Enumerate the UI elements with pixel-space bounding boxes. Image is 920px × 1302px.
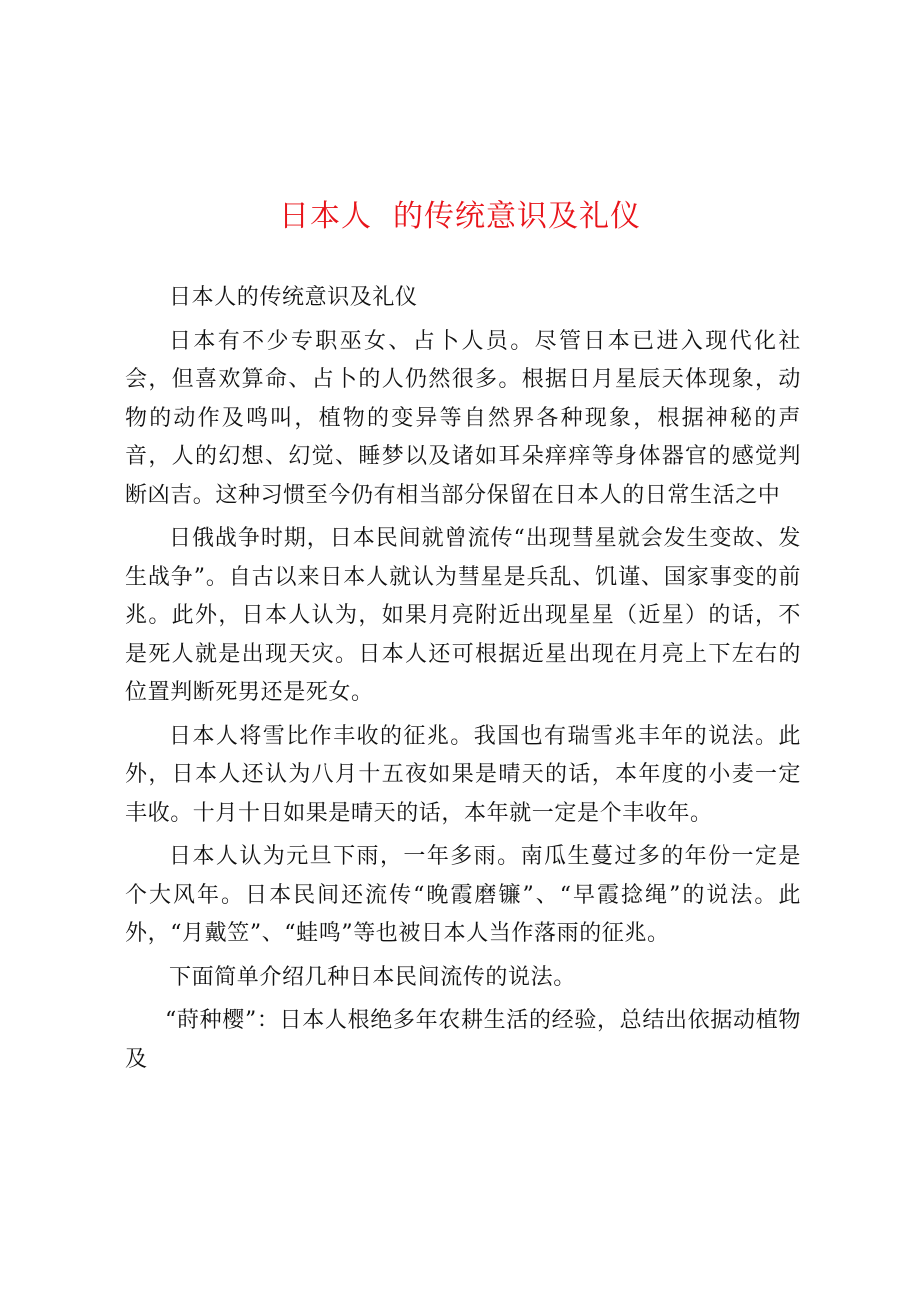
document-body xyxy=(125,279,801,1084)
paragraph-subtitle: 日本人的传统意识及礼仪 xyxy=(169,285,418,310)
paragraph-comet: 日俄战争时期，日本民间就曾流传“出现彗星就会发生变故、发生战争”。自古以来日本人就认为彗星是兵乱、饥谨、国家事变的前兆。此外，日本人认为，如果月亮附近出现星星（近星）的话，不是死人就是出现天灾。日本人还可根据近星出现在月亮上下左右的位置判断死男还是死女。 xyxy=(125,526,801,705)
paragraph-sowing-cherry: “莳种樱”：日本人根绝多年农耕生活的经验，总结出依据动植物及 xyxy=(125,1008,801,1072)
paragraph-rain-omens: 日本人认为元旦下雨，一年多雨。南瓜生蔓过多的年份一定是个大风年。日本民间还流传“晚霞磨镰”、“早霞捻绳”的说法。此外，“月戴笠”、“蛙鸣”等也被日本人当作落雨的征兆。 xyxy=(125,844,801,946)
paragraph-snow-harvest: 日本人将雪比作丰收的征兆。我国也有瑞雪兆丰年的说法。此外，日本人还认为八月十五夜如果是晴天的话，本年度的小麦一定丰收。十月十日如果是晴天的话，本年就一定是个丰收年。 xyxy=(125,723,801,826)
paragraph-divination: 日本有不少专职巫女、占卜人员。尽管日本已进入现代化社会，但喜欢算命、占卜的人仍然很多。根据日月星辰天体现象，动物的动作及鸣叫，植物的变异等自然界各种现象，根据神秘的声音，人的幻想、幻觉、睡梦以及诸如耳朵痒痒等身体器官的感觉判断凶吉。这种习惯至今仍有相当部分保留在日本人的日常生活之中 xyxy=(125,328,801,508)
document-title: 日本人 的传统意识及礼仪 xyxy=(278,199,642,234)
paragraph-intro-sayings: 下面简单介绍几种日本民间流传的说法。 xyxy=(169,964,576,990)
